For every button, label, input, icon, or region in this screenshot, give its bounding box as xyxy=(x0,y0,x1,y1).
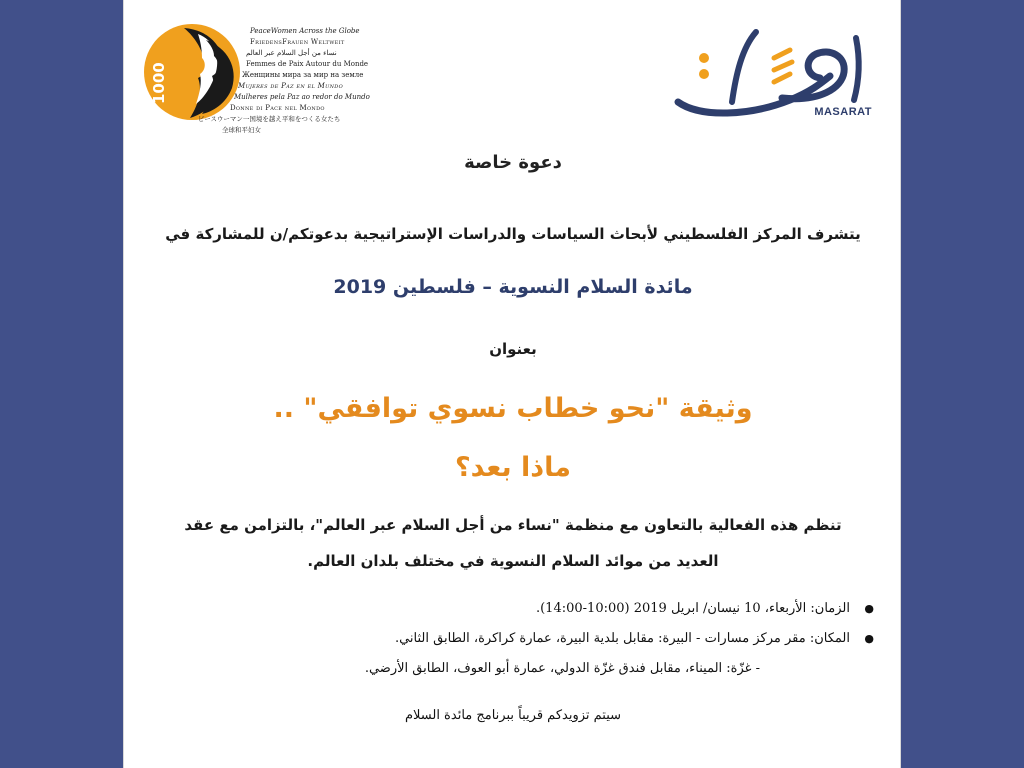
pw-line: 全球和平妇女 xyxy=(222,126,261,134)
document-title-line2: ماذا بعد؟ xyxy=(454,452,571,483)
closing-note: سيتم تزويدكم قريباً ببرنامج مائدة السلام xyxy=(404,708,622,723)
document-title-line1: وثيقة "نحو خطاب نسوي توافقي" .. xyxy=(273,393,753,424)
pw-line: Donne di Pace nel Mondo xyxy=(230,104,325,112)
pw-line: Mujeres de Paz en el Mundo xyxy=(238,82,343,90)
masarat-label: MASARAT xyxy=(814,106,872,118)
pw-line: Mulheres pela Paz ao redor do Mundo xyxy=(234,93,370,101)
detail-place-text: المكان: مقر مركز مسارات - البيرة: مقابل بلدية البيرة، عمارة كراكرة، الطابق الثاني. xyxy=(394,631,850,646)
detail-time xyxy=(164,596,874,626)
detail-place-gaza: - غزّة: الميناء، مقابل فندق غزّة الدولي، عمارة أبو العوف، الطابق الأرضي. xyxy=(364,661,760,676)
pw-line: Femmes de Paix Autour du Monde xyxy=(246,60,369,68)
masarat-logo xyxy=(670,18,878,122)
detail-time-text: الزمان: الأربعاء، 10 نيسان/ ابريل 2019 (10:00-14:00). xyxy=(535,601,850,616)
organization-note-line2: العديد من موائد السلام النسوية في مختلف بلدان العالم. xyxy=(307,552,719,570)
organization-note-line1: تنظم هذه الفعالية بالتعاون مع منظمة "نساء من أجل السلام عبر العالم"، بالتزامن مع عقد xyxy=(184,516,842,534)
invitation-heading: دعوة خاصة xyxy=(464,152,562,173)
pw-line: PeaceWomen Across the Globe xyxy=(250,27,360,35)
pw-line: FriedensFrauen Weltweit xyxy=(250,38,345,46)
pw-line: نساء من أجل السلام عبر العالم xyxy=(246,49,337,57)
event-name: مائدة السلام النسوية – فلسطين 2019 xyxy=(333,276,693,298)
pw-line: ピースウーマン一国境を越え平和をつくる女たち xyxy=(198,115,341,123)
pw-line: Женщины мира за мир на земле xyxy=(242,71,364,79)
emblem-number: 1000 xyxy=(150,62,168,104)
bullet-icon: ● xyxy=(864,602,874,615)
bullet-icon: ● xyxy=(864,632,874,645)
invitation-intro: يتشرف المركز الفلسطيني لأبحاث السياسات والدراسات الإستراتيجية بدعوتكم/ن للمشاركة في xyxy=(165,225,861,243)
peacewomen-languages xyxy=(198,26,394,136)
detail-place xyxy=(164,626,874,656)
invitation-page xyxy=(123,0,901,768)
peacewomen-logo xyxy=(140,20,380,140)
titled-label: بعنوان xyxy=(489,340,537,358)
event-details xyxy=(164,596,874,686)
